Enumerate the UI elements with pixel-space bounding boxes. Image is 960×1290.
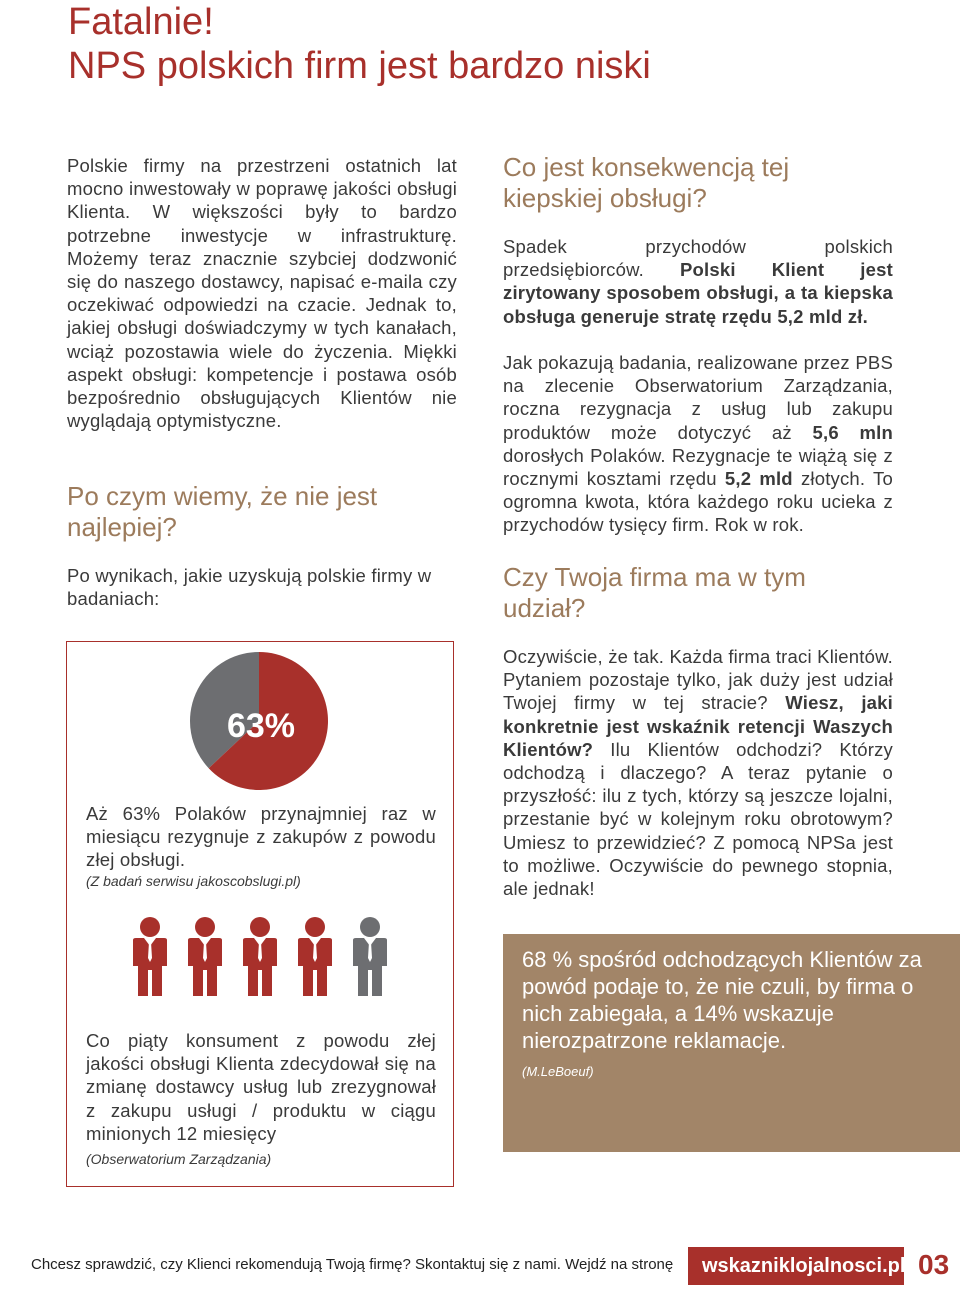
person-icon [239,916,281,998]
title-line-2: NPS polskich firm jest bardzo niski [68,45,651,87]
person-icon [129,916,171,998]
page-title [68,0,928,88]
person-icon [184,916,226,998]
right-paragraph-3 [503,645,893,900]
intro-paragraph: Polskie firmy na przestrzeni ostatnich lat mocno inwestowały w poprawę jakości obsługi Klienta. W większości były to bardzo potrzebne inwestycje w infrastrukturę. Możemy teraz znacznie szybciej dodzwonić się do naszego dostawcy, napisać e-maila czy oczekiwać odpowiedzi na czacie. Jednak to, jakiej obsługi doświadczymy w tych kanałach, wciąż pozostawia wiele do życzenia. Miękki aspekt obsługi: kompetencje i postawa osób bezpośrednio obsługujących Klientów nie wyglądają optymistyczne. [67,155,457,432]
right-paragraph-2-bold-1: 5,6 mln [812,421,893,443]
right-paragraph-2-bold-2: 5,2 mld [724,468,793,490]
right-paragraph-3-text-2: Ilu Klientów odchodzi? Którzy odchodzą i dlaczego? A teraz pytanie o przyszłość: ilu z tych, którzy są jeszcze lojalni, przestanie być w kolejnym roku obrotowym? Umiesz to przewidzieć? Z pomocą NPSa jest to możliwe. Oczywiście do pewnego stopnia, ale jednak! [503,738,893,900]
right-heading-1: Co jest konsekwencją tej kiepskiej obsługi? [503,152,790,213]
right-paragraph-1-bold: Polski Klient jest zirytowany sposobem obsługi, a ta kiepska obsługa generuje stratę rzędu 5,2 mld zł. [503,259,893,327]
quote-source: (M.LeBoeuf) [522,1064,594,1079]
pie-label: 63% [226,707,296,745]
right-paragraph-1 [503,235,893,328]
right-heading-2: Czy Twoja firma ma w tym udział? [503,562,806,623]
pie-source: (Z badań serwisu jakoscobslugi.pl) [86,873,301,889]
footer-cta-text: Chcesz sprawdzić, czy Klienci rekomendują Twoją firmę? Skontaktuj się z nami. Wejdź na stronę [31,1256,674,1273]
page-number: 03 [918,1249,950,1280]
right-paragraph-2-text-2: dorosłych Polaków. Rezygnacje te wiążą się z rocznymi kosztami rzędu [503,444,893,490]
person-icon [294,916,336,998]
people-caption: Co piąty konsument z powodu złej jakości obsługi Klienta zdecydował się na zmianę dostawcy usług lub zrezygnował z zakupu usługi / produktu w ciągu minionych 12 miesięcy [86,1030,436,1144]
footer-website-link[interactable]: wskazniklojalnosci.pl [688,1247,904,1285]
right-paragraph-2 [503,351,893,537]
right-paragraph-3-bold: Wiesz, jaki konkretnie jest wskaźnik retencji Waszych Klientów? [503,692,893,760]
pie-chart [189,651,329,791]
quote-box [503,934,960,1152]
quote-text: 68 % spośród odchodzących Klientów za powód podaje to, że nie czuli, by firma o nich zabiegała, a 14% wskazuje nierozpatrzone reklamacje. [522,947,922,1053]
right-paragraph-3-text-1: Oczywiście, że tak. Każda firma traci Klientów. Pytaniem pozostaje tylko, jak duży jest udział Twojej firmy w tej stracie? [503,646,893,714]
pie-caption: Aż 63% Polaków przynajmniej raz w miesiącu rezygnuje z zakupów z powodu złej obsługi. [86,803,436,871]
person-icon [349,916,391,998]
left-paragraph-2: Po wynikach, jakie uzyskują polskie firmy w badaniach: [67,565,432,610]
left-section-heading: Po czym wiemy, że nie jest najlepiej? [67,481,378,542]
right-paragraph-2-text-1: Jak pokazują badania, realizowane przez PBS na zlecenie Obserwatorium Zarządzania, roczna rezygnacja z usług lub zakupu produktów może dotyczyć aż [503,352,893,443]
title-line-1: Fatalnie! [68,1,214,43]
right-paragraph-2-text-3: złotych. To ogromna kwota, która każdego roku ucieka z przychodów tysięcy firm. Rok w rok. [503,468,893,536]
people-source: (Obserwatorium Zarządzania) [86,1151,272,1167]
right-paragraph-1-normal: Spadek przychodów polskich przedsiębiorców. [503,236,893,281]
